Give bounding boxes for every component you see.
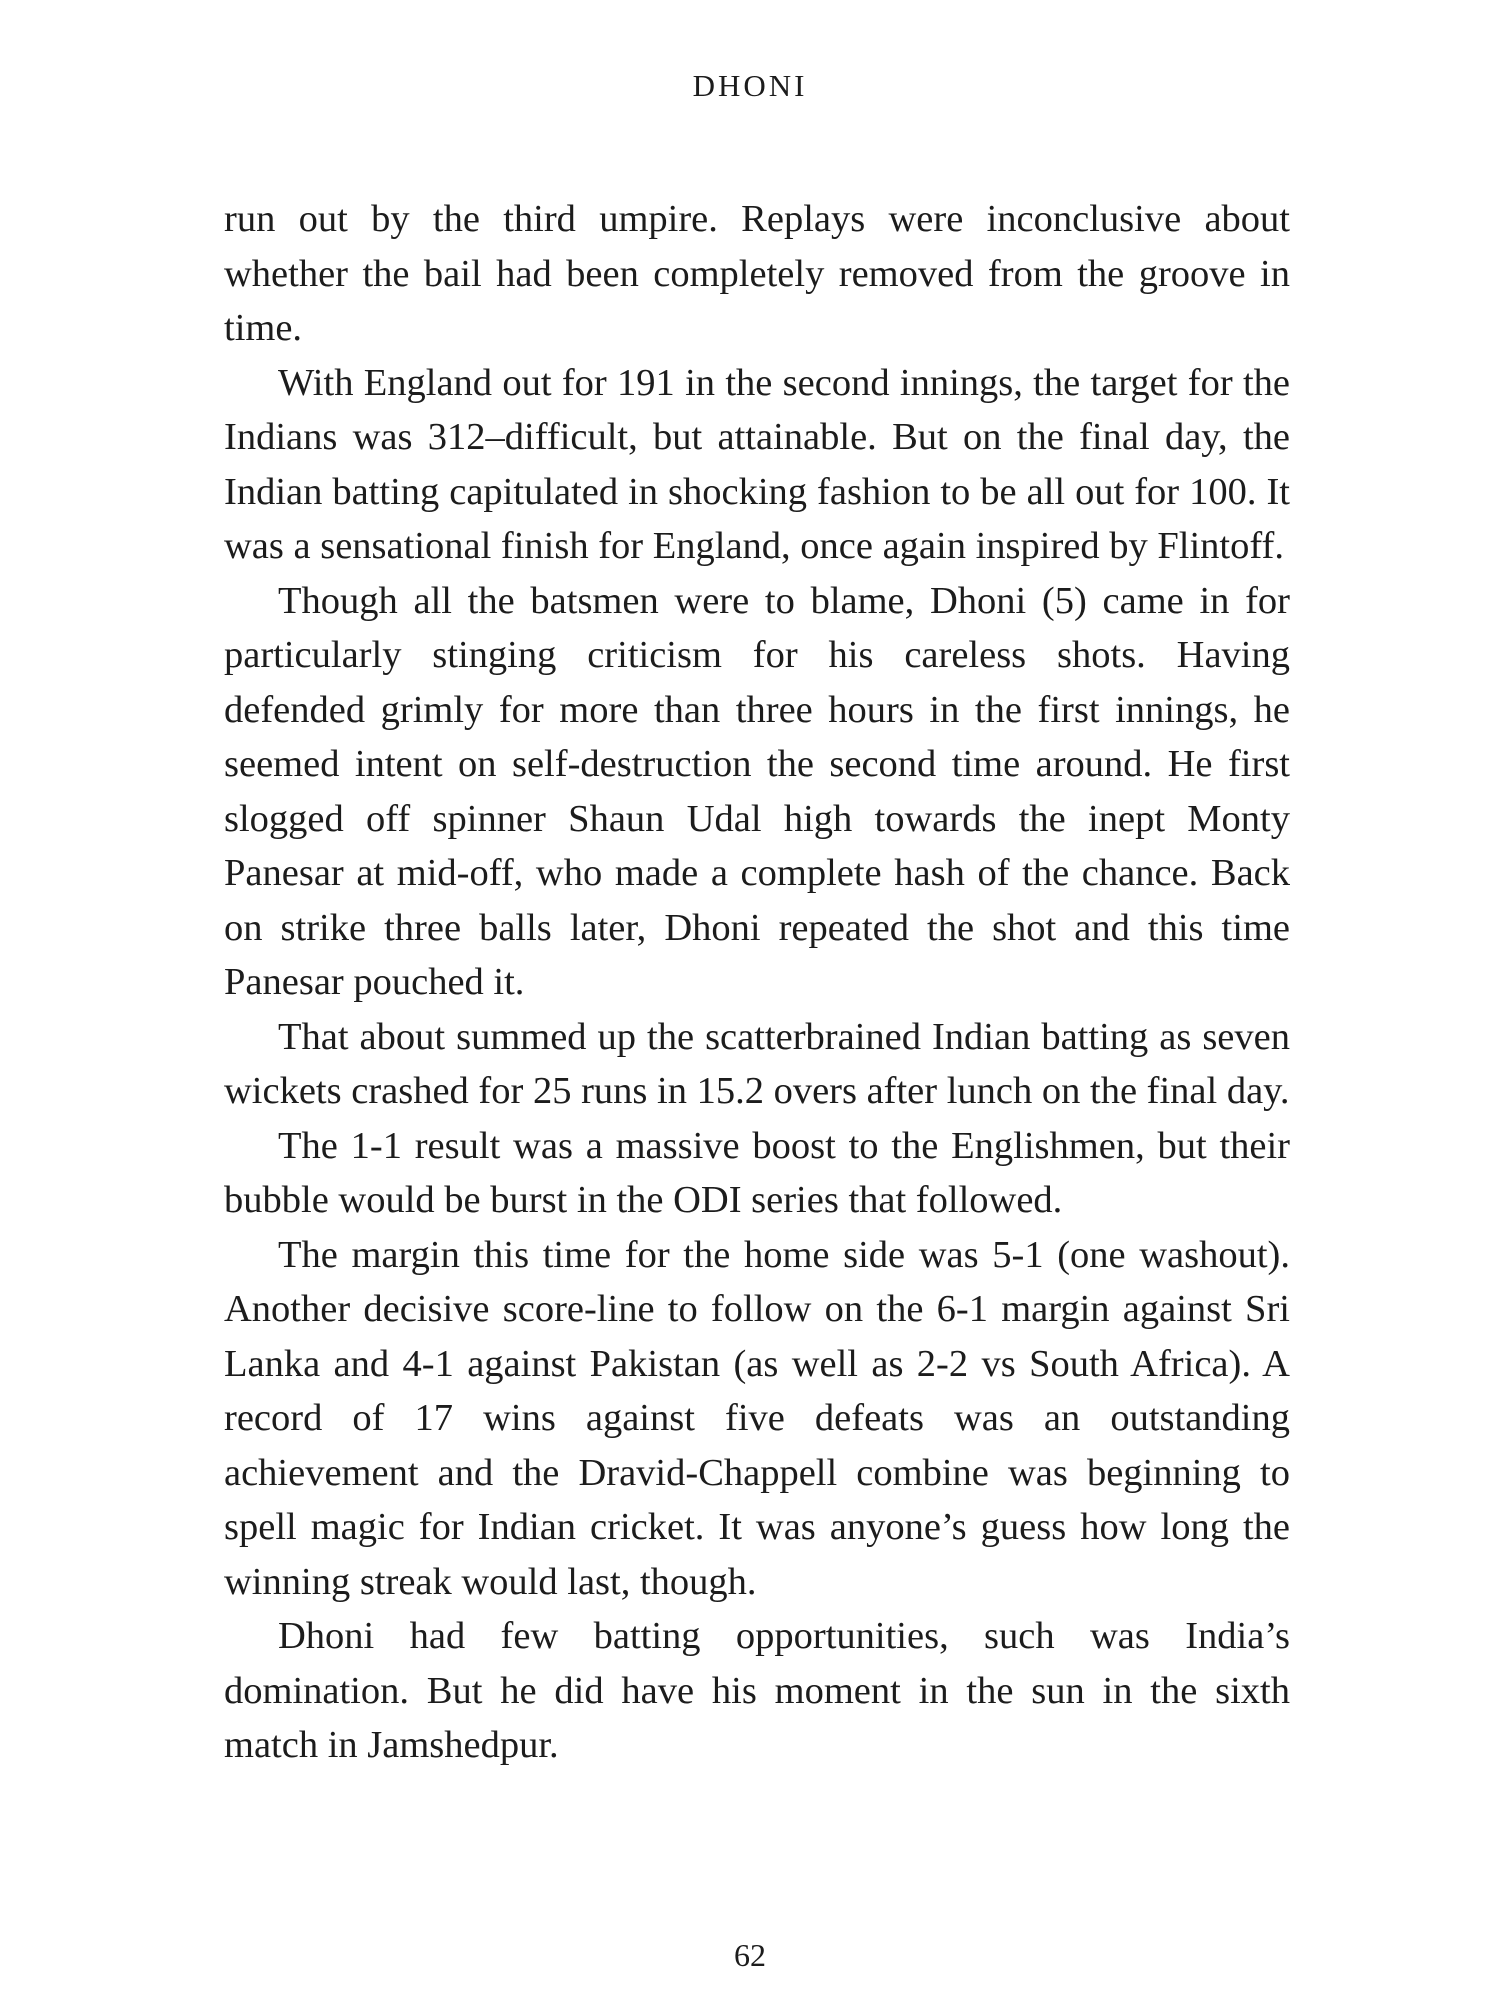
- paragraph: Though all the batsmen were to blame, Dhoni (5) came in for particularly stinging criticism for his careless shots. Having defended grimly for more than three hours in the first innings, he seemed intent on self-destruction the second time around. He first slogged off spinner Shaun Udal high towards the inept Monty Panesar at mid-off, who made a complete hash of the chance. Back on strike three balls later, Dhoni repeated the shot and this time Panesar pouched it.: [224, 579, 1290, 1003]
- paragraph: Dhoni had few batting opportunities, such was India’s domination. But he did have his moment in the sun in the sixth match in Jamshedpur.: [224, 1615, 1290, 1766]
- body-text: [224, 192, 1290, 1773]
- running-header: DHONI: [692, 68, 808, 103]
- paragraph: run out by the third umpire. Replays were inconclusive about whether the bail had been completely removed from the groove in time.: [224, 198, 1290, 349]
- page-number: 62: [734, 1937, 766, 1973]
- paragraph: That about summed up the scatterbrained Indian batting as seven wickets crashed for 25 runs in 15.2 overs after lunch on the final day.: [224, 1015, 1290, 1112]
- paragraph: The 1-1 result was a massive boost to the Englishmen, but their bubble would be burst in the ODI series that followed.: [224, 1124, 1290, 1221]
- paragraph: The margin this time for the home side was 5-1 (one washout). Another decisive score-line to follow on the 6-1 margin against Sri Lanka and 4-1 against Pakistan (as well as 2-2 vs South Africa). A record of 17 wins against five defeats was an outstanding achievement and the Dravid-Chappell combine was beginning to spell magic for Indian cricket. It was anyone’s guess how long the winning streak would last, though.: [224, 1233, 1290, 1603]
- paragraph: With England out for 191 in the second innings, the target for the Indians was 312–difficult, but attainable. But on the final day, the Indian batting capitulated in shocking fashion to be all out for 100. It was a sensational finish for England, once again inspired by Flintoff.: [224, 361, 1290, 567]
